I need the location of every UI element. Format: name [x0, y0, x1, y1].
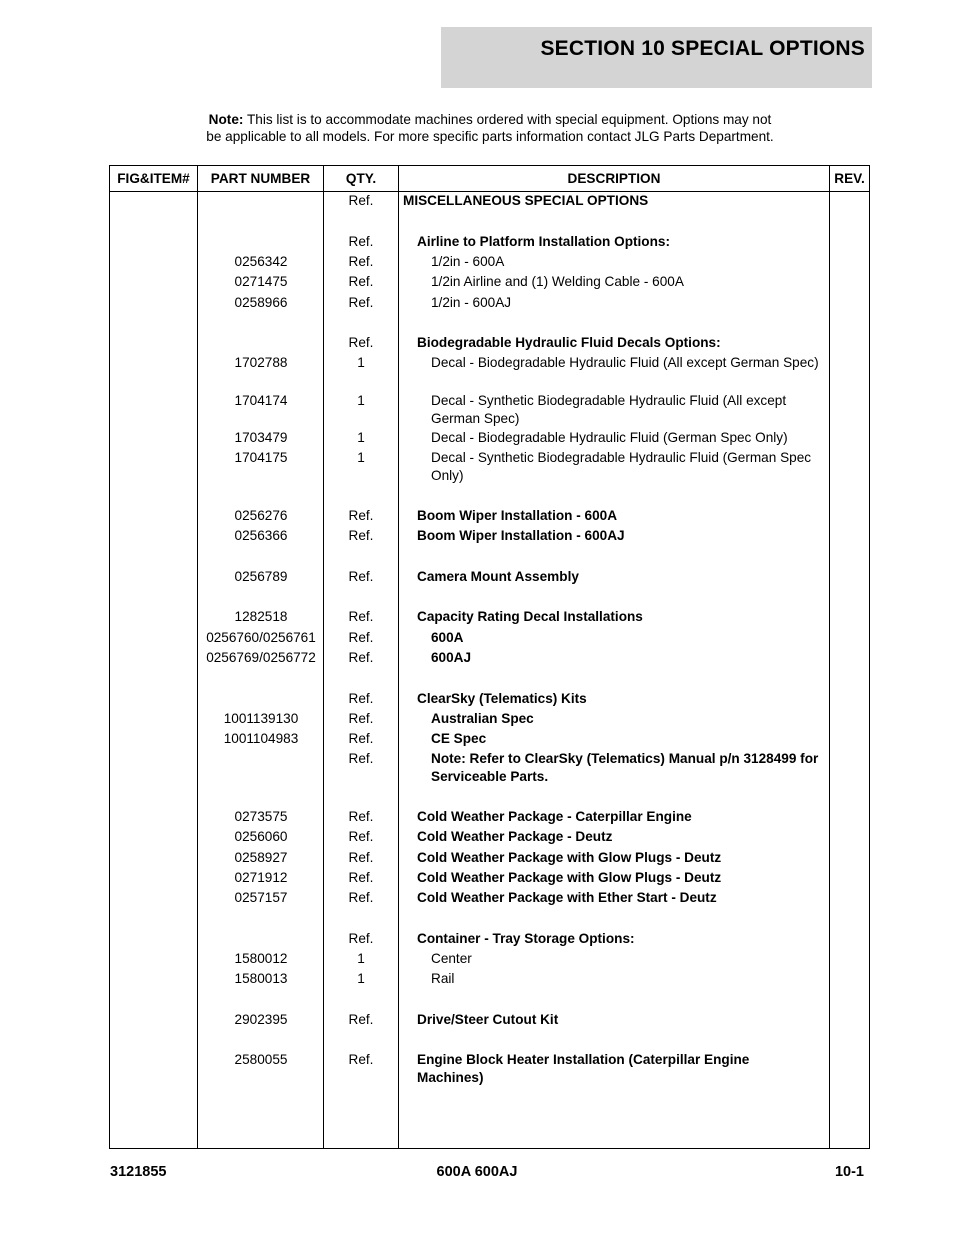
description-cell: 1/2in Airline and (1) Welding Cable - 600A	[431, 274, 684, 289]
description-cell: Cold Weather Package with Ether Start - Deutz	[417, 890, 717, 905]
parts-table	[109, 165, 870, 1149]
column-divider	[398, 166, 399, 1148]
description-cell: Cold Weather Package - Caterpillar Engine	[417, 809, 692, 824]
description-cell: Decal - Synthetic Biodegradable Hydraulic Fluid (German Spec Only)	[431, 450, 812, 483]
qty-cell: 1	[357, 971, 365, 986]
description-cell: MISCELLANEOUS SPECIAL OPTIONS	[403, 193, 649, 208]
header-description: DESCRIPTION	[567, 171, 661, 186]
description-cell: ClearSky (Telematics) Kits	[417, 691, 587, 706]
note-text-1: This list is to accommodate machines ordered with special equipment. Options may not	[243, 112, 772, 127]
qty-cell: Ref.	[348, 609, 374, 624]
description-cell: 1/2in - 600A	[431, 254, 505, 269]
header-rev: REV.	[834, 171, 865, 186]
part-number-cell: 1282518	[234, 609, 288, 624]
description-cell: Airline to Platform Installation Options:	[417, 234, 671, 249]
description-cell: Australian Spec	[431, 711, 534, 726]
part-number-cell: 0256366	[234, 528, 288, 543]
note-line-2: be applicable to all models. For more specific parts information contact JLG Parts Department.	[206, 129, 774, 144]
part-number-cell: 0271475	[234, 274, 288, 289]
qty-cell: 1	[357, 450, 365, 465]
part-number-cell: 1702788	[234, 355, 288, 370]
part-number-cell: 1001139130	[223, 711, 299, 726]
part-number-cell: 0256789	[234, 569, 288, 584]
note-label: Note:	[208, 112, 244, 127]
footer-page-number: 10-1	[834, 1164, 864, 1180]
description-cell: Boom Wiper Installation - 600AJ	[417, 528, 625, 543]
part-number-cell: 0257157	[234, 890, 288, 905]
qty-cell: Ref.	[348, 508, 374, 523]
description-cell: Decal - Biodegradable Hydraulic Fluid (German Spec Only)	[431, 430, 788, 445]
description-cell: Center	[431, 951, 472, 966]
part-number-cell: 1704175	[234, 450, 288, 465]
part-number-cell: 1704174	[234, 393, 288, 408]
part-number-cell: 0273575	[234, 809, 288, 824]
description-cell: 600A	[431, 630, 464, 645]
qty-cell: Ref.	[348, 650, 374, 665]
description-cell: Note: Refer to ClearSky (Telematics) Manual p/n 3128499 for Serviceable Parts.	[431, 751, 819, 784]
part-number-cell: 0256342	[234, 254, 288, 269]
section-title: SECTION 10 SPECIAL OPTIONS	[540, 37, 865, 60]
description-cell: Rail	[431, 971, 455, 986]
header-qty: QTY.	[345, 171, 377, 186]
qty-cell: Ref.	[348, 335, 374, 350]
qty-cell: Ref.	[348, 731, 374, 746]
description-cell: Drive/Steer Cutout Kit	[417, 1012, 559, 1027]
qty-cell: 1	[357, 951, 365, 966]
part-number-cell: 1580012	[234, 951, 288, 966]
part-number-cell: 0258966	[234, 295, 288, 310]
description-cell: Container - Tray Storage Options:	[417, 931, 635, 946]
qty-cell: Ref.	[348, 850, 374, 865]
qty-cell: Ref.	[348, 193, 374, 208]
description-cell: Camera Mount Assembly	[417, 569, 579, 584]
description-cell: Decal - Biodegradable Hydraulic Fluid (All except German Spec)	[431, 355, 819, 370]
qty-cell: 1	[357, 430, 365, 445]
part-number-cell: 0256060	[234, 829, 288, 844]
footer-models: 600A 600AJ	[436, 1164, 518, 1180]
qty-cell: Ref.	[348, 931, 374, 946]
part-number-cell: 1703479	[234, 430, 288, 445]
description-cell: Cold Weather Package - Deutz	[417, 829, 613, 844]
description-cell: Capacity Rating Decal Installations	[417, 609, 643, 624]
description-cell: Cold Weather Package with Glow Plugs - Deutz	[417, 850, 722, 865]
qty-cell: 1	[357, 393, 365, 408]
description-cell: Cold Weather Package with Glow Plugs - Deutz	[417, 870, 722, 885]
part-number-cell: 0271912	[234, 870, 288, 885]
qty-cell: Ref.	[348, 711, 374, 726]
qty-cell: Ref.	[348, 254, 374, 269]
part-number-cell: 1580013	[234, 971, 288, 986]
qty-cell: Ref.	[348, 295, 374, 310]
part-number-cell: 0258927	[234, 850, 288, 865]
description-cell: 1/2in - 600AJ	[431, 295, 512, 310]
part-number-cell: 1001104983	[223, 731, 299, 746]
part-number-cell: 2902395	[234, 1012, 288, 1027]
part-number-cell: 0256760/0256761	[206, 630, 316, 645]
part-number-cell: 2580055	[234, 1052, 288, 1067]
qty-cell: 1	[357, 355, 365, 370]
description-cell: CE Spec	[431, 731, 487, 746]
qty-cell: Ref.	[348, 569, 374, 584]
description-cell: Boom Wiper Installation - 600A	[417, 508, 618, 523]
part-number-cell: 0256769/0256772	[206, 650, 316, 665]
qty-cell: Ref.	[348, 809, 374, 824]
qty-cell: Ref.	[348, 890, 374, 905]
description-cell: Biodegradable Hydraulic Fluid Decals Options:	[417, 335, 721, 350]
qty-cell: Ref.	[348, 528, 374, 543]
header-part-number: PART NUMBER	[210, 171, 311, 186]
qty-cell: Ref.	[348, 234, 374, 249]
description-cell: Engine Block Heater Installation (Caterpillar Engine Machines)	[417, 1052, 750, 1085]
part-number-cell: 0256276	[234, 508, 288, 523]
qty-cell: Ref.	[348, 1012, 374, 1027]
qty-cell: Ref.	[348, 751, 374, 766]
header-fig-item: FIG&ITEM#	[117, 171, 190, 186]
intro-note	[140, 111, 840, 145]
qty-cell: Ref.	[348, 691, 374, 706]
footer-doc-number: 3121855	[110, 1164, 167, 1180]
qty-cell: Ref.	[348, 829, 374, 844]
section-banner	[441, 27, 872, 88]
qty-cell: Ref.	[348, 870, 374, 885]
description-cell: 600AJ	[431, 650, 472, 665]
note-line-1	[140, 111, 840, 128]
qty-cell: Ref.	[348, 1052, 374, 1067]
description-cell: Decal - Synthetic Biodegradable Hydraulic Fluid (All except German Spec)	[431, 393, 787, 426]
qty-cell: Ref.	[348, 274, 374, 289]
qty-cell: Ref.	[348, 630, 374, 645]
